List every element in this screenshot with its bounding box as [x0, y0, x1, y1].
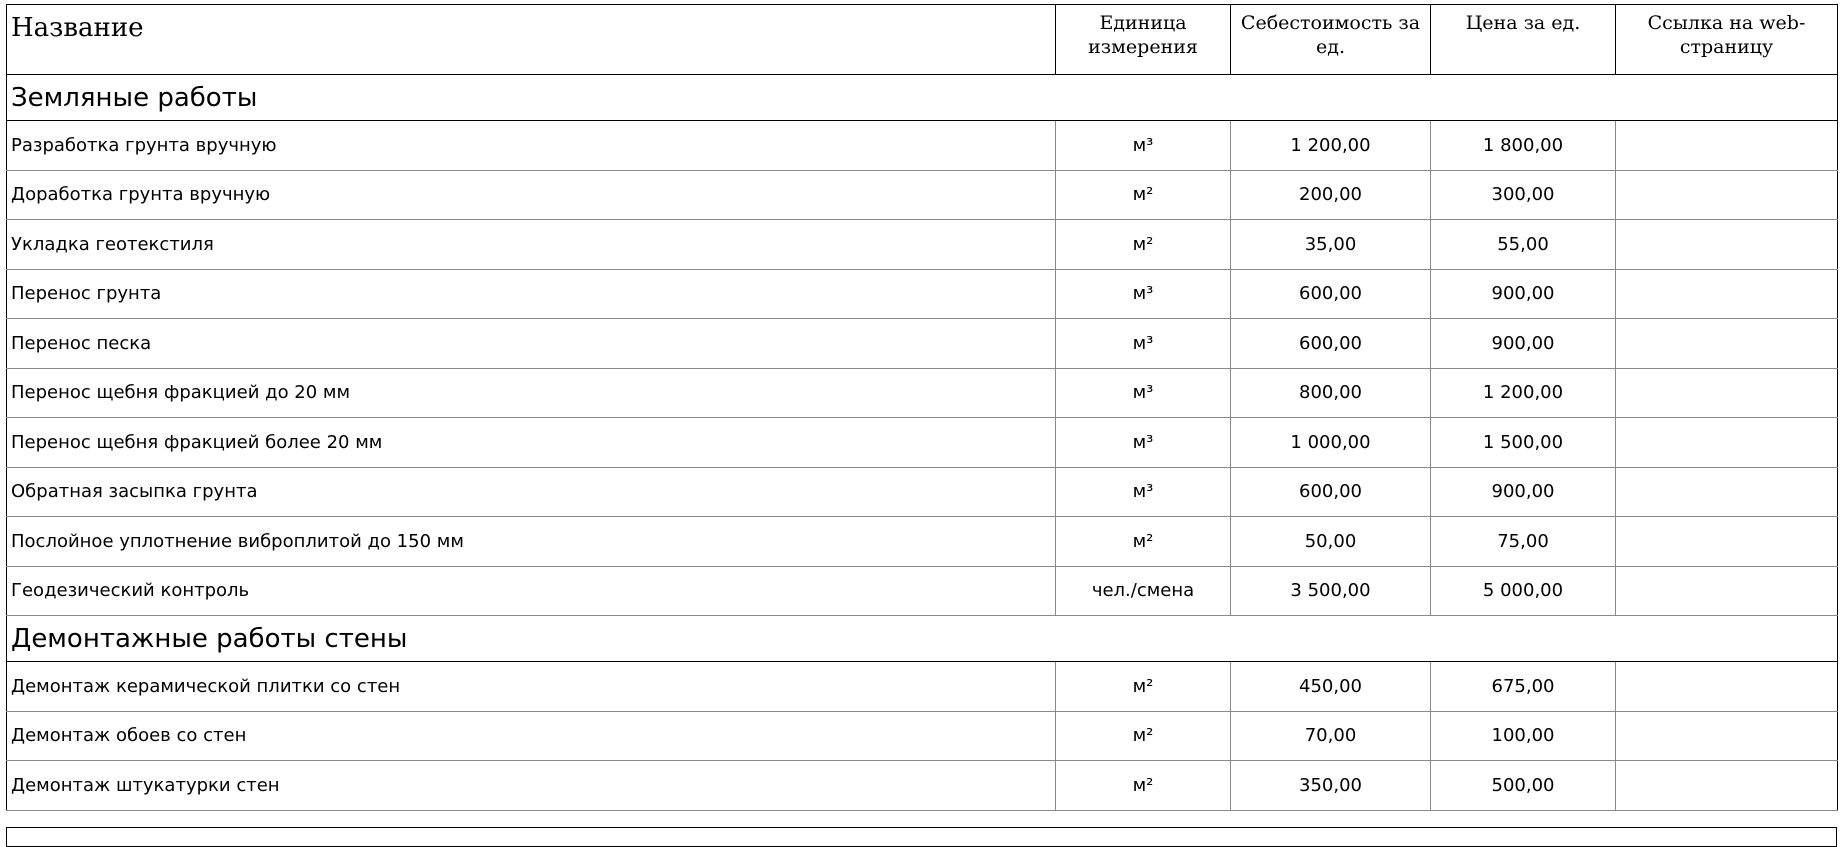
column-header-cost: Себестоимость за ед. — [1231, 5, 1431, 75]
cell-link — [1616, 368, 1838, 418]
cell-price: 55,00 — [1431, 220, 1616, 270]
cell-unit: м³ — [1056, 269, 1231, 319]
cell-link — [1616, 517, 1838, 567]
cell-cost: 50,00 — [1231, 517, 1431, 567]
cell-link — [1616, 269, 1838, 319]
cell-link — [1616, 662, 1838, 712]
cell-link — [1616, 566, 1838, 616]
cell-price: 5 000,00 — [1431, 566, 1616, 616]
cell-link — [1616, 319, 1838, 369]
cell-name: Перенос песка — [7, 319, 1056, 369]
table-row — [7, 662, 1838, 712]
section-row — [7, 616, 1838, 662]
cell-name: Демонтаж обоев со стен — [7, 711, 1056, 761]
cell-unit: чел./смена — [1056, 566, 1231, 616]
table-row — [7, 467, 1838, 517]
cell-unit: м³ — [1056, 418, 1231, 468]
cell-price: 1 800,00 — [1431, 121, 1616, 171]
cell-cost: 1 200,00 — [1231, 121, 1431, 171]
table-row — [7, 566, 1838, 616]
cell-link — [1616, 220, 1838, 270]
cell-name: Обратная засыпка грунта — [7, 467, 1056, 517]
cell-name: Укладка геотекстиля — [7, 220, 1056, 270]
cell-cost: 3 500,00 — [1231, 566, 1431, 616]
cell-price: 300,00 — [1431, 170, 1616, 220]
cell-name: Демонтаж керамической плитки со стен — [7, 662, 1056, 712]
cell-cost: 350,00 — [1231, 761, 1431, 811]
section-title: Демонтажные работы стены — [7, 616, 1838, 662]
cell-price: 675,00 — [1431, 662, 1616, 712]
cell-link — [1616, 418, 1838, 468]
cell-price: 900,00 — [1431, 269, 1616, 319]
cell-cost: 200,00 — [1231, 170, 1431, 220]
cell-cost: 600,00 — [1231, 269, 1431, 319]
table-row — [7, 170, 1838, 220]
table-row — [7, 319, 1838, 369]
column-header-name: Название — [7, 5, 1056, 75]
cell-link — [1616, 170, 1838, 220]
cell-price: 1 500,00 — [1431, 418, 1616, 468]
cell-price: 100,00 — [1431, 711, 1616, 761]
cell-link — [1616, 467, 1838, 517]
cell-cost: 35,00 — [1231, 220, 1431, 270]
column-header-link: Ссылка на web-страницу — [1616, 5, 1838, 75]
table-row — [7, 121, 1838, 171]
cell-price: 500,00 — [1431, 761, 1616, 811]
cell-name: Разработка грунта вручную — [7, 121, 1056, 171]
cell-price: 900,00 — [1431, 319, 1616, 369]
cell-unit: м³ — [1056, 467, 1231, 517]
cell-unit: м² — [1056, 517, 1231, 567]
table-row — [7, 517, 1838, 567]
column-header-price: Цена за ед. — [1431, 5, 1616, 75]
cell-unit: м³ — [1056, 368, 1231, 418]
cell-unit: м² — [1056, 220, 1231, 270]
cell-name: Демонтаж штукатурки стен — [7, 761, 1056, 811]
cell-name: Перенос щебня фракцией до 20 мм — [7, 368, 1056, 418]
cell-cost: 800,00 — [1231, 368, 1431, 418]
cell-unit: м³ — [1056, 319, 1231, 369]
table-row — [7, 761, 1838, 811]
cell-link — [1616, 761, 1838, 811]
cell-name: Перенос щебня фракцией более 20 мм — [7, 418, 1056, 468]
table-row — [7, 220, 1838, 270]
cell-unit: м³ — [1056, 121, 1231, 171]
cell-cost: 1 000,00 — [1231, 418, 1431, 468]
header-row — [7, 5, 1838, 75]
table-row — [7, 269, 1838, 319]
cell-unit: м² — [1056, 170, 1231, 220]
section-title: Земляные работы — [7, 75, 1838, 121]
cell-name: Доработка грунта вручную — [7, 170, 1056, 220]
table-body — [7, 75, 1838, 811]
cell-name: Послойное уплотнение виброплитой до 150 мм — [7, 517, 1056, 567]
cell-unit: м² — [1056, 711, 1231, 761]
table-row — [7, 418, 1838, 468]
price-list-table — [6, 4, 1838, 811]
cell-price: 900,00 — [1431, 467, 1616, 517]
cell-price: 1 200,00 — [1431, 368, 1616, 418]
cell-unit: м² — [1056, 761, 1231, 811]
cell-cost: 600,00 — [1231, 467, 1431, 517]
cell-link — [1616, 711, 1838, 761]
cell-cost: 600,00 — [1231, 319, 1431, 369]
table-row — [7, 368, 1838, 418]
cell-price: 75,00 — [1431, 517, 1616, 567]
section-row — [7, 75, 1838, 121]
cell-name: Перенос грунта — [7, 269, 1056, 319]
column-header-unit: Единица измерения — [1056, 5, 1231, 75]
table-row — [7, 711, 1838, 761]
cell-name: Геодезический контроль — [7, 566, 1056, 616]
cell-cost: 70,00 — [1231, 711, 1431, 761]
cell-link — [1616, 121, 1838, 171]
cell-cost: 450,00 — [1231, 662, 1431, 712]
next-section-row — [6, 827, 1837, 847]
cell-unit: м² — [1056, 662, 1231, 712]
